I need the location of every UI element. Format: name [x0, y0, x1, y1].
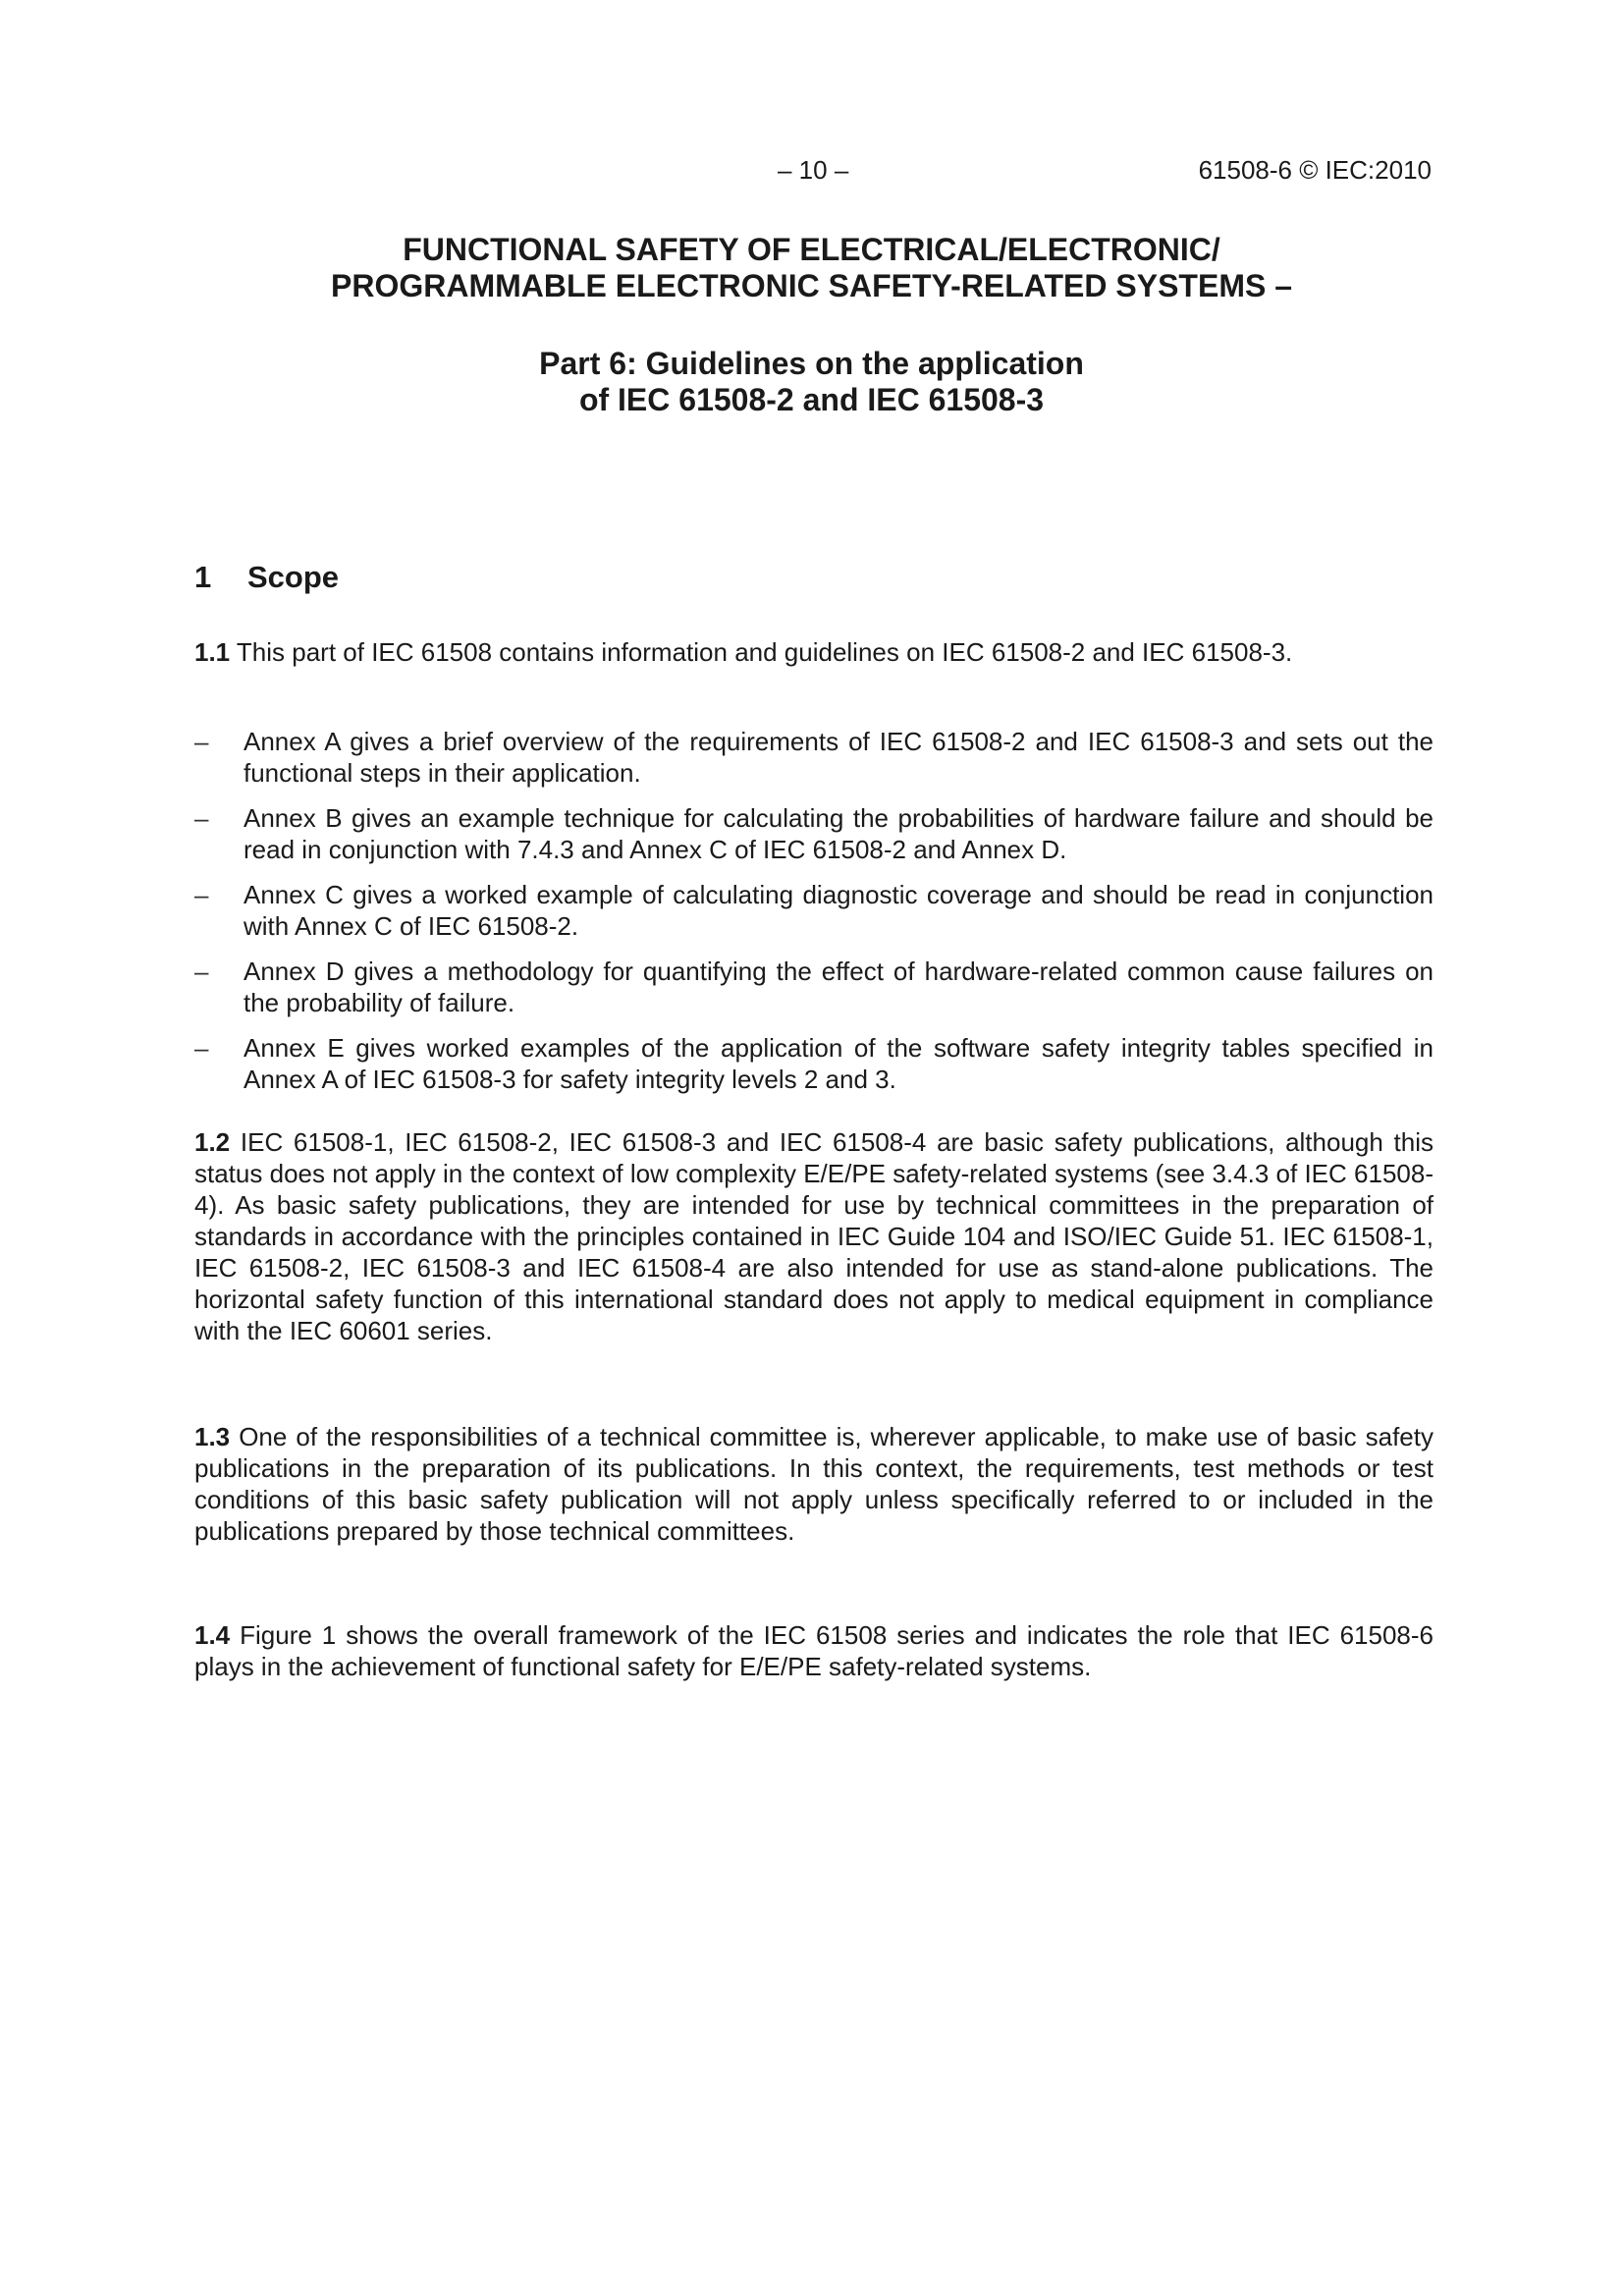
document-title — [0, 232, 1623, 304]
clause-number: 1.4 — [194, 1620, 231, 1650]
section-title: Scope — [247, 560, 340, 594]
document-reference: 61508-6 © IEC:2010 — [1198, 155, 1432, 185]
page-number: – 10 – — [778, 155, 849, 185]
clause-1-2 — [194, 1126, 1434, 1346]
list-item-text: Annex A gives a brief overview of the requirements of IEC 61508-2 and IEC 61508-3 and sets out the functional steps in their application. — [243, 727, 1434, 788]
dash-bullet: – — [194, 957, 209, 986]
list-item — [194, 802, 1434, 865]
clause-number: 1.3 — [194, 1422, 231, 1451]
dash-bullet: – — [194, 880, 209, 909]
list-item-text: Annex C gives a worked example of calculating diagnostic coverage and should be read in conjunction with Annex C of IEC 61508-2. — [243, 880, 1434, 941]
clause-text: Figure 1 shows the overall framework of the IEC 61508 series and indicates the role that IEC 61508-6 plays in the achievement of functional safety for E/E/PE safety-related systems. — [194, 1620, 1434, 1681]
list-item — [194, 726, 1434, 789]
list-item-text: Annex D gives a methodology for quantifying the effect of hardware-related common cause failures on the probability of failure. — [243, 957, 1434, 1017]
title-line-2: PROGRAMMABLE ELECTRONIC SAFETY-RELATED SYSTEMS – — [330, 268, 1292, 303]
running-header — [0, 155, 1623, 191]
annex-list — [194, 726, 1434, 1109]
section-heading-scope — [194, 560, 339, 595]
clause-text: This part of IEC 61508 contains information and guidelines on IEC 61508-2 and IEC 61508-3. — [236, 637, 1293, 667]
clause-number: 1.2 — [194, 1127, 231, 1157]
dash-bullet: – — [194, 1033, 209, 1063]
clause-1-4 — [194, 1619, 1434, 1682]
list-item — [194, 956, 1434, 1018]
title-line-1: FUNCTIONAL SAFETY OF ELECTRICAL/ELECTRONIC/ — [403, 232, 1220, 267]
clause-text: One of the responsibilities of a technical committee is, wherever applicable, to make use of basic safety publications in the preparation of its publications. In this context, the requirements, test methods or test conditions of this basic safety publication will not apply unless specifically referred to or included in the publications prepared by those technical committees. — [194, 1422, 1434, 1546]
clause-number: 1.1 — [194, 637, 231, 667]
clause-text: IEC 61508-1, IEC 61508-2, IEC 61508-3 and IEC 61508-4 are basic safety publications, although this status does not apply in the context of low complexity E/E/PE safety-related systems (see 3.4.3 of IEC 61508-4). As basic safety publications, they are intended for use by technical committees in the preparation of standards in accordance with the principles contained in IEC Guide 104 and ISO/IEC Guide 51. IEC 61508-1, IEC 61508-2, IEC 61508-3 and IEC 61508-4 are also intended for use as stand-alone publications. The horizontal safety function of this international standard does not apply to medical equipment in compliance with the IEC 60601 series. — [194, 1127, 1434, 1345]
list-item-text: Annex B gives an example technique for calculating the probabilities of hardware failure and should be read in conjunction with 7.4.3 and Annex C of IEC 61508-2 and Annex D. — [243, 803, 1434, 864]
list-item-text: Annex E gives worked examples of the application of the software safety integrity tables specified in Annex A of IEC 61508-3 for safety integrity levels 2 and 3. — [243, 1033, 1434, 1094]
section-number: 1 — [194, 560, 212, 594]
subtitle-line-2: of IEC 61508-2 and IEC 61508-3 — [578, 382, 1045, 417]
subtitle-line-1: Part 6: Guidelines on the application — [539, 346, 1084, 381]
list-item — [194, 1032, 1434, 1095]
clause-1-3 — [194, 1421, 1434, 1547]
dash-bullet: – — [194, 803, 209, 833]
list-item — [194, 879, 1434, 942]
document-subtitle — [0, 346, 1623, 418]
dash-bullet: – — [194, 727, 209, 756]
clause-1-1 — [194, 636, 1434, 668]
